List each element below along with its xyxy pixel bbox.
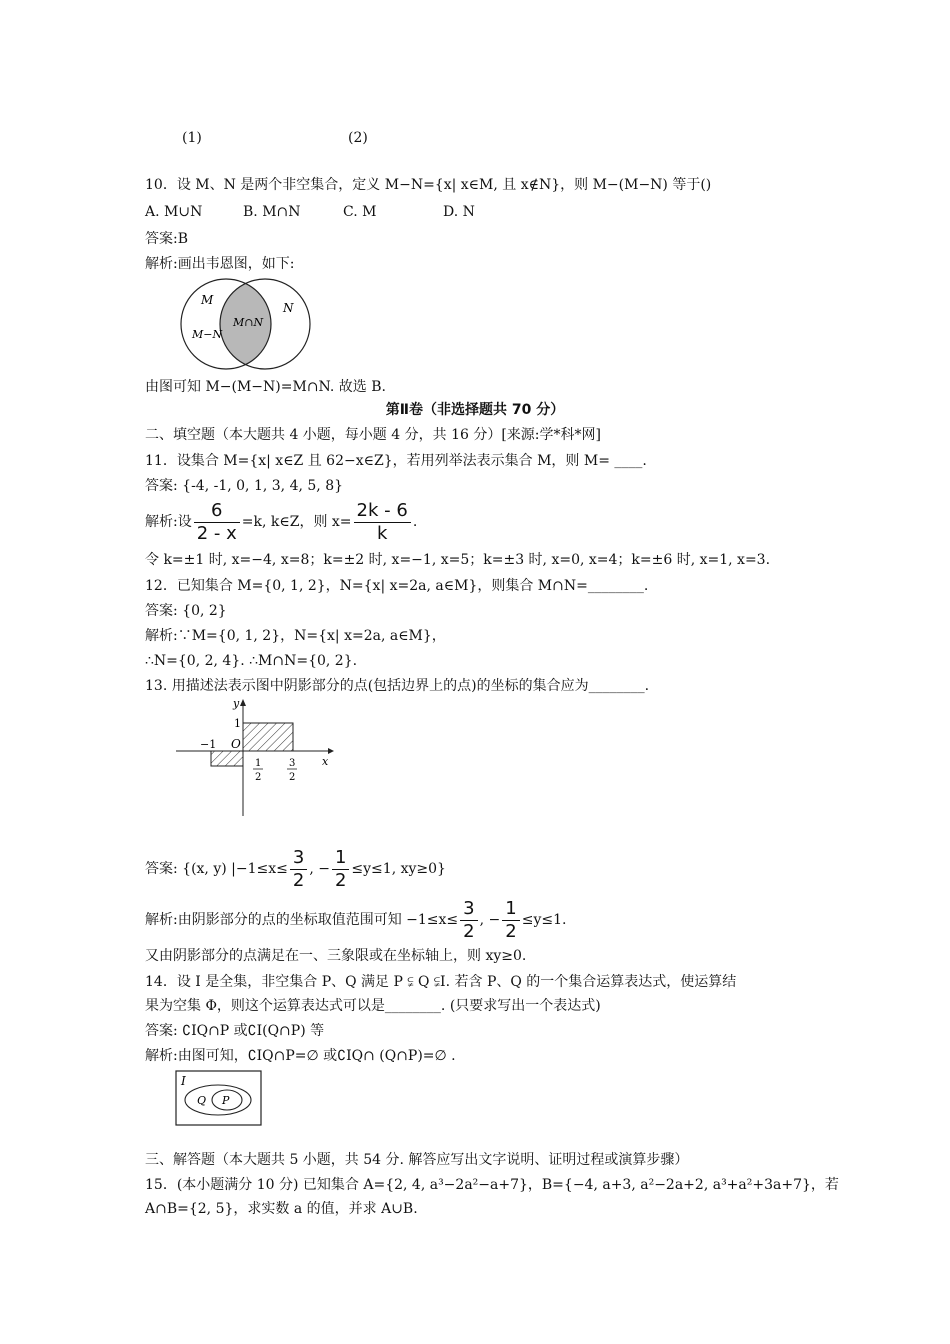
q10-option-b: B. M∩N [243,204,301,220]
q11-analysis [145,496,417,548]
q11-analysis-pre: 解析:设 [145,514,192,530]
venn-m-minus-n-label: M−N [192,328,223,341]
q13-analysis-pre: 解析:由阴影部分的点的坐标取值范围可知 −1≤x≤ [145,912,459,928]
q10-analysis: 解析:画出韦恩图，如下: [145,256,295,272]
x-tick-half-den: 2 [255,772,262,783]
x-tick-neg1: −1 [200,738,217,751]
q15-line2: A∩B={2, 5}，求实数 a 的值，并求 A∪B. [145,1201,418,1217]
q11-fraction-1-numerator: 6 [194,500,240,523]
origin-label: O [231,737,241,751]
q13-answer-fraction-2 [332,847,349,892]
q11-fraction-2 [354,500,411,545]
q10-stem: 10．设 M、N 是两个非空集合，定义 M−N={x| x∈M, 且 x∉N}，则 M−(M−N) 等于() [145,177,712,193]
q13-analysis-fraction-1 [460,898,477,943]
q13-line3: 又由阴影部分的点满足在一、三象限或在坐标轴上，则 xy≥0. [145,948,527,964]
venn-diagram [175,276,315,372]
q13-analysis-fraction-2 [502,898,519,943]
figure-label-2: (2) [348,130,368,146]
q12-stem: 12．已知集合 M={0, 1, 2}，N={x| x=2a, a∈M}，则集合 M∩N=________. [145,578,649,594]
diagram-p-label: P [222,1094,230,1107]
q13-analysis [145,896,566,944]
q14-stem-1: 14．设 I 是全集，非空集合 P、Q 满足 P ⫋ Q ⫋I. 若含 P、Q 的一个集合运算表达式，使运算结 [145,974,737,990]
q12-analysis-2: ∴N={0, 2, 4}. ∴M∩N={0, 2}. [145,653,358,669]
q10-option-c: C. M [343,204,377,220]
q15-line1: 15．(本小题满分 10 分) 已知集合 A={2, 4, a³−2a²−a+7}，B={−4, a+3, a²−2a+2, a³+a²+3a+7}，若 [145,1177,839,1193]
q11-answer: 答案: {-4, -1, 0, 1, 3, 4, 5, 8} [145,478,344,494]
diagram-q-label: Q [197,1094,207,1107]
q11-stem: 11．设集合 M={x| x∈Z 且 62−x∈Z}，若用列举法表示集合 M，则 M= ____. [145,453,647,469]
q13-analysis-fraction-1-numerator: 3 [460,898,477,921]
q13-answer-post: ≤y≤1, xy≥0} [351,861,446,877]
q13-analysis-fraction-1-denominator: 2 [463,920,475,942]
y-axis-label: y [233,697,240,710]
q11-fraction-1-denominator: 2 - x [196,522,237,544]
q13-answer [145,845,446,893]
q14-answer: 答案: ∁IQ∩P 或∁I(Q∩P) 等 [145,1023,325,1039]
q13-analysis-fraction-2-numerator: 1 [502,898,519,921]
shaded-region-1 [243,723,293,751]
q11-fraction-2-numerator: 2k - 6 [354,500,411,523]
x-axis-label: x [322,755,329,768]
venn-n-label: N [283,301,294,315]
q12-analysis-1: 解析:∵M={0, 1, 2}，N={x| x=2a, a∈M}， [145,628,446,644]
q10-answer: 答案:B [145,231,189,247]
figure-label-1: (1) [182,130,202,146]
q10-option-d: D. N [443,204,475,220]
q12-answer: 答案: {0, 2} [145,603,227,619]
venn-intersection-label: M∩N [233,316,264,329]
q13-analysis-mid: , − [479,912,501,928]
y-tick-1: 1 [234,717,241,730]
x-tick-half-num: 1 [255,758,262,769]
q13-answer-fraction-1-numerator: 3 [290,847,307,870]
q13-answer-fraction-2-denominator: 2 [334,869,347,891]
shaded-region-2 [211,751,243,766]
venn-m-label: M [201,293,214,307]
section2-header: 二、填空题（本大题共 4 小题，每小题 4 分，共 16 分）[来源:学*科*网] [145,427,601,443]
q13-answer-fraction-1-denominator: 2 [292,869,305,891]
q11-analysis-post: . [412,514,418,530]
q10-conclusion: 由图可知 M−(M−N)=M∩N. 故选 B. [145,379,386,395]
q11-fraction-2-denominator: k [376,522,388,544]
q14-stem-2: 果为空集 Φ，则这个运算表达式可以是________. (只要求写出一个表达式) [145,998,601,1014]
q13-stem: 13. 用描述法表示图中阴影部分的点(包括边界上的点)的坐标的集合应为________. [145,678,650,694]
section3-header: 三、解答题（本大题共 5 小题，共 54 分. 解答应写出文字说明、证明过程或演算步骤） [145,1152,689,1168]
q11-line2: 令 k=±1 时, x=−4, x=8；k=±2 时, x=−1, x=5；k=±3 时, x=0, x=4；k=±6 时, x=1, x=3. [145,552,771,568]
q14-set-diagram [175,1070,263,1128]
q13-answer-fraction-2-numerator: 1 [332,847,349,870]
section2-title: 第Ⅱ卷（非选择题共 70 分） [385,402,565,418]
q11-analysis-mid: =k, k∈Z，则 x= [241,514,352,530]
q13-analysis-post: ≤y≤1. [521,912,567,928]
q11-fraction-1 [194,500,240,545]
x-tick-three-half-num: 3 [289,758,296,769]
q10-option-a: A. M∪N [145,204,203,220]
x-tick-three-half-den: 2 [289,772,296,783]
q14-analysis: 解析:由图可知，∁IQ∩P=∅ 或∁IQ∩ (Q∩P)=∅ . [145,1048,456,1064]
q13-answer-pre: 答案: {(x, y) |−1≤x≤ [145,861,288,877]
q13-analysis-fraction-2-denominator: 2 [505,920,517,942]
diagram-i-label: I [181,1074,186,1088]
q13-answer-fraction-1 [290,847,307,892]
q13-answer-mid: , − [309,861,330,877]
q13-graph [176,696,336,820]
